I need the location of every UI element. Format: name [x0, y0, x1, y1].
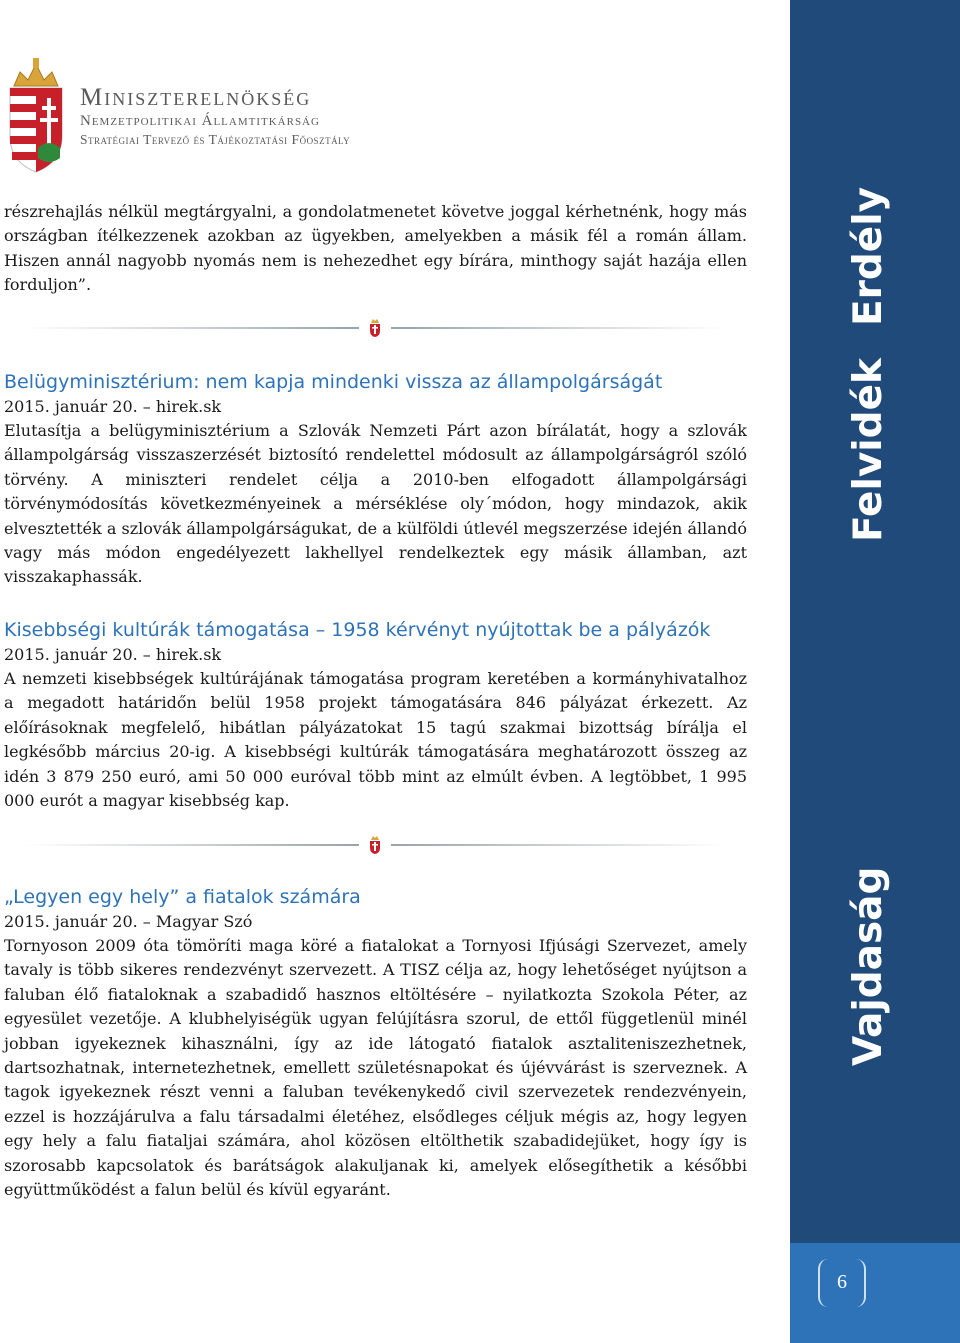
region-label-erdely: Erdély [846, 186, 891, 326]
article-meta-2: 2015. január 20. – hirek.sk [4, 645, 222, 664]
section-divider [24, 835, 726, 855]
intro-paragraph: részrehajlás nélkül megtárgyalni, a gondolatmenetet követve joggal kérhetnénk, hogy más országban ítélkezzenek azokban az ügyekben, amelyekben a másik fél a román állam. Hiszen annál nagyobb nyomás nem is nehezedhet egy bírára, minthogy saját hazája ellen forduljon”. [4, 202, 747, 295]
region-label-felvidek: Felvidék [846, 358, 891, 542]
article-meta-3: 2015. január 20. – Magyar Szó [4, 912, 253, 931]
org-department: Stratégiai Tervező és Tájékoztatási Főosztály [80, 132, 351, 147]
page-header [0, 0, 790, 185]
article-title-3: „Legyen egy hely” a fiatalok számára [4, 886, 361, 908]
region-sidebar [790, 0, 960, 1343]
organization-name [80, 84, 350, 149]
mini-coat-icon [369, 318, 381, 338]
article-body-1: Elutasítja a belügyminisztérium a Szlovák Nemzeti Párt azon bírálatát, hogy a szlovák állampolgárság visszaszerzését biztosító rendelettel módosult az állampolgárságról szóló törvény. A miniszteri rendelet célja a 2010-ben elfogadott állampolgársági törvénymódosítás következményeinek a mérséklése oly´módon, hogy mindazok, akik elvesztették a szlovák állampolgárságukat, de a külföldi útlevél megszerzése idején állandó vagy más módon engedélyezett lakhellyel rendelkeztek egy másik államban, azt visszakaphassák. [4, 421, 747, 587]
mini-coat-icon [369, 835, 381, 855]
coat-of-arms-icon [6, 58, 66, 174]
article-body-2: A nemzeti kisebbségek kultúrájának támogatása program keretében a kormányhivatalhoz a megadott határidőn belül 1958 projekt támogatására 846 pályázat érkezett. Az előírásoknak megfelelő, hibátlan pályázatokat 15 tagú szakmai bizottság bírálja el legkésőbb március 20-ig. A kisebbségi kultúrák támogatására meghatározott összeg az idén 3 879 250 euró, ami 50 000 euróval több mint az elmúlt évben. A legtöbbet, 1 995 000 eurót a magyar kisebbség kap. [4, 669, 747, 811]
article-meta-1: 2015. január 20. – hirek.sk [4, 397, 222, 416]
org-title: Miniszterelnökség [80, 84, 312, 111]
article-title-1: Belügyminisztérium: nem kapja mindenki vissza az állampolgárságát [4, 371, 663, 393]
page-number: 6 [837, 1271, 847, 1293]
org-subtitle: Nemzetpolitikai Államtitkárság [80, 113, 320, 129]
region-label-vajdasag: Vajdaság [846, 866, 891, 1066]
section-divider [24, 318, 726, 338]
article-title-2: Kisebbségi kultúrák támogatása – 1958 kérvényt nyújtottak be a pályázók [4, 619, 711, 641]
page-number-box [790, 1243, 960, 1343]
article-body-3: Tornyoson 2009 óta tömöríti maga köré a fiatalokat a Tornyosi Ifjúsági Szervezet, amely tavaly is több sikeres rendezvényt szervezett. A TISZ célja az, hogy lehetőséget nyújtson a faluban élő fiataloknak a szabadidő hasznos eltöltésére – nyilatkozta Szokola Péter, az egyesület vezetője. A klubhelyiségük ugyan felújításra szorul, de ettől függetlenül minél jobban igyekeznek kihasználni, így az ide látogató fiatalok asztaliteniszezhetnek, dartsozhatnak, internetezhetnek, emellett születésnapokat és újévvárást is szerveznek. A tagok igyekeznek részt venni a faluban tevékenykedő civil szervezetek rendezvényein, ezzel is hozzájárulva a falu társadalmi életéhez, elsődleges céljuk mégis az, hogy legyen egy hely a falu fiataljai számára, ahol közösen eltölthetik szabadidejüket, hogy így is szorosabb kapcsolatok és barátságok alakuljanak ki, amelyek elősegíthetik a későbbi együttműködést a falun belül és kívül egyaránt. [4, 936, 747, 1200]
